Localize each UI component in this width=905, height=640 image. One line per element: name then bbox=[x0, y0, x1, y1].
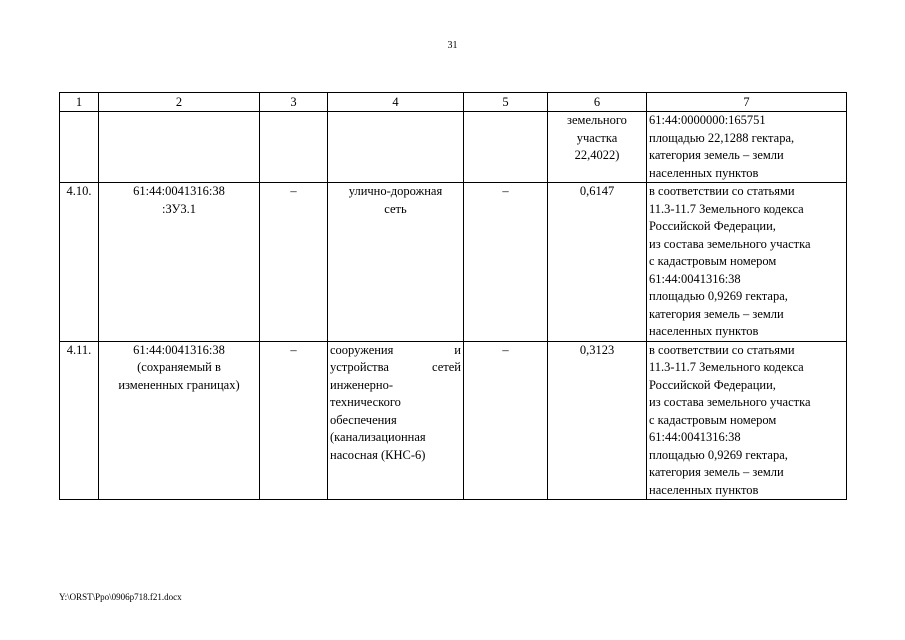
cell-col5: – bbox=[464, 341, 548, 500]
cell-purpose bbox=[328, 341, 464, 500]
text-line: в соответствии со статьями bbox=[649, 184, 795, 198]
text-line: в соответствии со статьями bbox=[649, 342, 795, 357]
text-line: категория земель – земли bbox=[649, 306, 784, 321]
text-line: земельного bbox=[567, 113, 627, 127]
cell-col3: – bbox=[260, 341, 328, 500]
text-line: сеть bbox=[384, 201, 407, 216]
text-line: категория земель – земли bbox=[649, 465, 784, 479]
text-line: устройства сетей bbox=[330, 360, 461, 374]
text-line: площадью 22,1288 гектара, bbox=[649, 130, 795, 145]
header-col-6: 6 bbox=[548, 93, 647, 112]
table-row-continuation bbox=[60, 112, 847, 183]
text-line: из состава земельного участка bbox=[649, 395, 811, 409]
header-col-1: 1 bbox=[60, 93, 99, 112]
text-line: участка bbox=[576, 130, 618, 145]
cell-col3: – bbox=[260, 183, 328, 342]
text-line: (канализационная bbox=[330, 430, 426, 444]
cell-basis bbox=[647, 183, 847, 342]
header-col-5: 5 bbox=[464, 93, 548, 112]
header-col-4: 4 bbox=[328, 93, 464, 112]
text-line: технического bbox=[330, 395, 401, 409]
text-line: 61:44:0000000:165751 bbox=[649, 113, 766, 127]
land-plots-table bbox=[59, 92, 847, 500]
text-line: сооружения и bbox=[330, 342, 461, 357]
header-col-2: 2 bbox=[99, 93, 260, 112]
text-line: населенных пунктов bbox=[649, 482, 759, 497]
text-line: 61:44:0041316:38 bbox=[133, 342, 225, 357]
text-line: 61:44:0041316:38 bbox=[133, 184, 225, 198]
cell-cadastral bbox=[99, 341, 260, 500]
text-line: категория земель – земли bbox=[649, 148, 784, 162]
row-number: 4.11. bbox=[60, 341, 99, 500]
text-line: 61:44:0041316:38 bbox=[649, 430, 741, 444]
text-line: с кадастровым номером bbox=[649, 254, 777, 268]
text-line: населенных пунктов bbox=[649, 324, 759, 338]
cell-col5: – bbox=[464, 183, 548, 342]
header-col-3: 3 bbox=[260, 93, 328, 112]
text-line: насосная (КНС-6) bbox=[330, 447, 426, 462]
cell bbox=[328, 112, 464, 183]
text-line: измененных границах) bbox=[118, 377, 240, 392]
footer-file-path: Y:\ORST\Ppo\0906p718.f21.docx bbox=[59, 592, 182, 602]
header-col-7: 7 bbox=[647, 93, 847, 112]
text-line: :ЗУ3.1 bbox=[162, 201, 196, 216]
table-row bbox=[60, 183, 847, 342]
text-line: Российской Федерации, bbox=[649, 377, 776, 392]
text-line: 11.3-11.7 Земельного кодекса bbox=[649, 201, 804, 216]
table-row bbox=[60, 341, 847, 500]
cell-area-continuation bbox=[548, 112, 647, 183]
text-line: площадью 0,9269 гектара, bbox=[649, 289, 788, 303]
text-line: площадью 0,9269 гектара, bbox=[649, 447, 788, 462]
cell bbox=[260, 112, 328, 183]
row-number: 4.10. bbox=[60, 183, 99, 342]
cell-purpose bbox=[328, 183, 464, 342]
cell-cadastral bbox=[99, 183, 260, 342]
text-line: 11.3-11.7 Земельного кодекса bbox=[649, 360, 804, 374]
cell bbox=[464, 112, 548, 183]
page-number: 31 bbox=[447, 40, 458, 51]
text-line: из состава земельного участка bbox=[649, 236, 811, 251]
cell-basis-continuation bbox=[647, 112, 847, 183]
text-line: (сохраняемый в bbox=[137, 360, 221, 374]
text-line: инженерно- bbox=[330, 377, 393, 392]
cell bbox=[99, 112, 260, 183]
text-line: 22,4022) bbox=[574, 148, 620, 162]
table-header-row bbox=[60, 93, 847, 112]
text-line: 61:44:0041316:38 bbox=[649, 271, 741, 286]
cell-basis bbox=[647, 341, 847, 500]
cell bbox=[60, 112, 99, 183]
text-line: населенных пунктов bbox=[649, 165, 759, 180]
text-line: Российской Федерации, bbox=[649, 219, 776, 233]
text-line: обеспечения bbox=[330, 412, 397, 427]
cell-area: 0,6147 bbox=[548, 183, 647, 342]
text-line: с кадастровым номером bbox=[649, 412, 777, 427]
cell-area: 0,3123 bbox=[548, 341, 647, 500]
text-line: улично-дорожная bbox=[348, 184, 443, 198]
